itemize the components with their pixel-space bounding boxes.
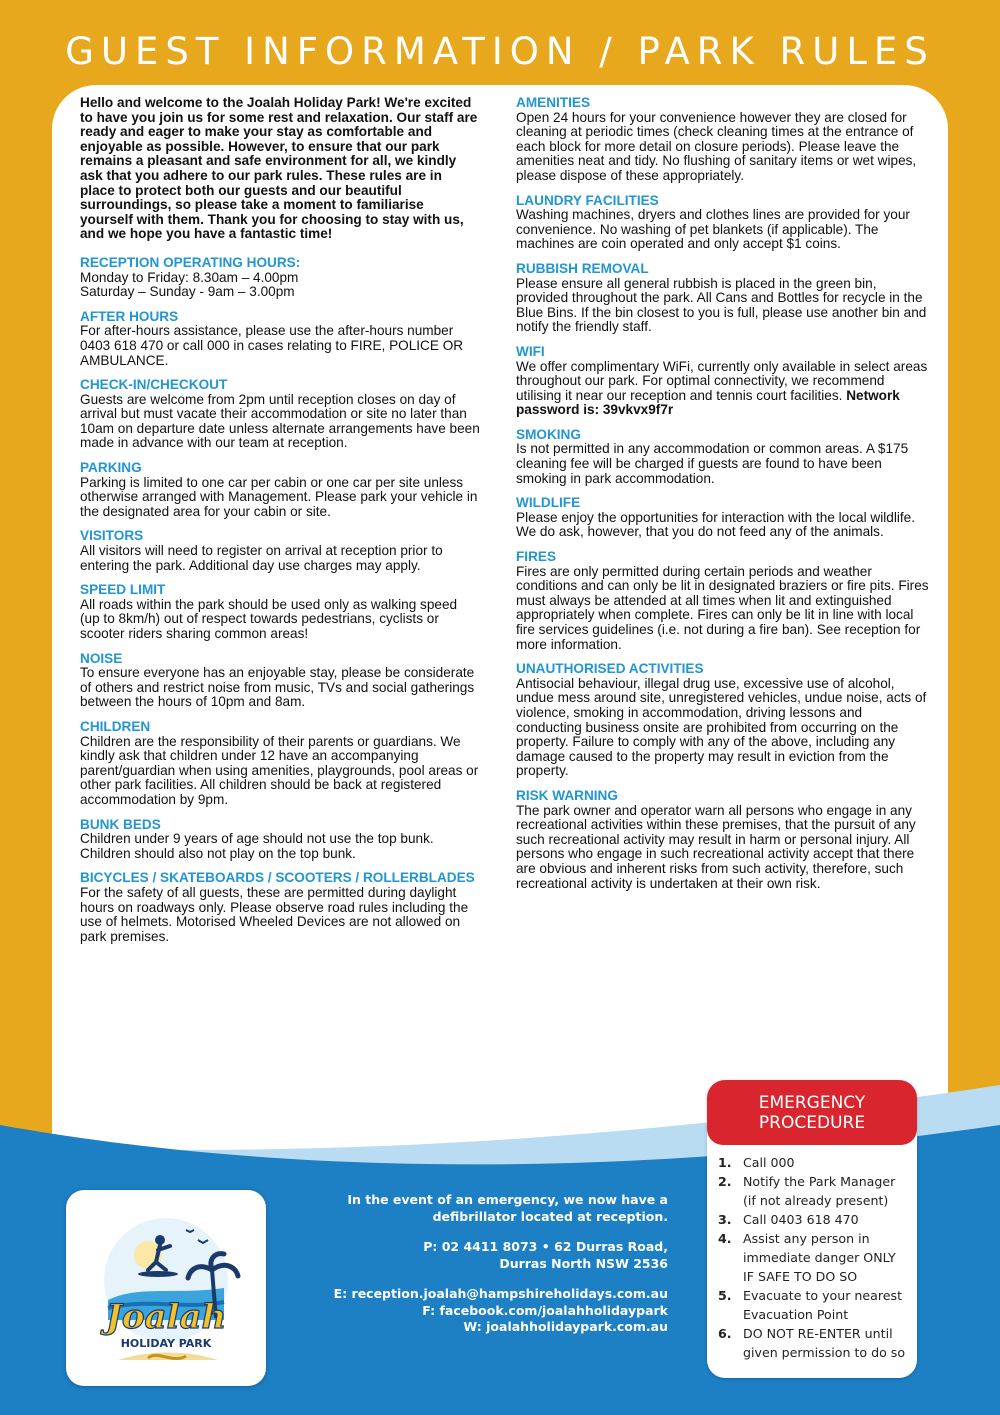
- emergency-title-text: EMERGENCY PROCEDURE: [758, 1092, 866, 1133]
- wifi-password: Network password is: 39vkvx9f7r: [516, 387, 900, 418]
- section-wildlife: [516, 496, 931, 540]
- list-item: [718, 1153, 909, 1172]
- right-column: [516, 96, 931, 901]
- wifi-text: We offer complimentary WiFi, currently only available in select areas throughout our park. For optimal connectivity, we recommend utilising it near our reception and tennis court facilities.: [516, 358, 928, 403]
- section-heading: UNAUTHORISED ACTIVITIES: [516, 661, 704, 677]
- section-heading: PARKING: [80, 460, 142, 476]
- section-body: Monday to Friday: 8.30am – 4.00pm Saturday – Sunday - 9am – 3.00pm: [80, 269, 299, 300]
- section-body: Is not permitted in any accommodation or common areas. A $175 cleaning fee will be charged if guests are found to have been smoking in park accommodation.: [516, 441, 909, 486]
- section-heading: RUBBISH REMOVAL: [516, 260, 649, 276]
- step-text: Notify the Park Manager (if not already present): [743, 1174, 896, 1208]
- section-heading: SPEED LIMIT: [80, 582, 166, 598]
- section-body: To ensure everyone has an enjoyable stay, please be considerate of others and restrict noise from music, TVs and social gatherings between the hours of 10pm and 8am.: [80, 665, 475, 710]
- contact-address-line2: Durras North NSW 2536: [499, 1255, 668, 1271]
- section-body: All roads within the park should be used only as walking speed (up to 8km/h) out of respect towards pedestrians, cyclists or scooter riders sharing common areas!: [80, 596, 458, 641]
- section-after-hours: [80, 310, 480, 368]
- list-item: [718, 1286, 909, 1324]
- step-text: Call 0403 618 470: [743, 1212, 859, 1227]
- welcome-intro: Hello and welcome to the Joalah Holiday Park! We're excited to have you join us for some rest and relaxation. Our staff are ready and eager to make your stay as comfortable and enjoyable as possible. However, to ensure that our park remains a pleasant and safe environment for all, we kindly ask that you adhere to our park rules. These rules are in place to protect both our guests and our beautiful surroundings, so please take a moment to familiarise yourself with them. Thank you for choosing to stay with us, and we hope you have a fantastic time!: [80, 95, 478, 242]
- step-number: 6.: [718, 1326, 732, 1341]
- emergency-steps: [707, 1153, 917, 1362]
- step-text: Assist any person in immediate danger ONLY IF SAFE TO DO SO: [743, 1231, 896, 1284]
- section-body: Children are the responsibility of their parents or guardians. We kindly ask that children under 12 have an accompanying parent/guardian when using amenities, playgrounds, pool areas or other park facilities. All children should be back at registered accommodation by 9pm.: [80, 733, 479, 807]
- section-heading: SMOKING: [516, 426, 581, 442]
- emergency-procedure-card: [707, 1080, 917, 1378]
- joalah-logo: [78, 1200, 254, 1376]
- section-children: [80, 720, 480, 808]
- step-text: Evacuate to your nearest Evacuation Point: [743, 1288, 903, 1322]
- section-parking: [80, 461, 480, 519]
- section-body: Parking is limited to one car per cabin or one car per site unless otherwise arranged with Management. Please park your vehicle in the designated area for your cabin or site.: [80, 474, 478, 519]
- contact-phone-address: P: 02 4411 8073 • 62 Durras Road,: [423, 1239, 668, 1254]
- logo-name: Joalah: [105, 1297, 227, 1337]
- section-visitors: [80, 529, 480, 573]
- section-heading: AMENITIES: [516, 95, 591, 110]
- section-heading: WIFI: [516, 343, 545, 359]
- section-heading: CHILDREN: [80, 718, 151, 734]
- list-item: [718, 1210, 909, 1229]
- section-laundry: [516, 194, 931, 252]
- section-noise: [80, 652, 480, 710]
- section-heading: NOISE: [80, 650, 123, 666]
- left-column: [80, 96, 480, 954]
- section-body: The park owner and operator warn all persons who engage in any recreational activities within these premises, that the pursuit of any such recreational activity may result in harm or personal injury. All persons who engage in such recreational activity accept that there are obvious and inherent risks from such activity, therefore, such recreational activity is undertaken at their own risk.: [516, 802, 916, 891]
- section-bicycles: [80, 871, 480, 944]
- section-unauthorised-activities: [516, 662, 931, 779]
- section-heading: AFTER HOURS: [80, 308, 179, 324]
- logo-sub: HOLIDAY PARK: [120, 1337, 212, 1350]
- contact-website[interactable]: W: joalahholidaypark.com.au: [463, 1319, 668, 1334]
- contact-facebook[interactable]: F: facebook.com/joalahholidaypark: [422, 1302, 668, 1318]
- section-body: Please enjoy the opportunities for interaction with the local wildlife. We do ask, however, that you do not feed any of the animals.: [516, 509, 915, 540]
- step-number: 5.: [718, 1288, 732, 1303]
- section-wifi: [516, 345, 931, 418]
- section-heading: FIRES: [516, 549, 557, 565]
- section-heading: CHECK-IN/CHECKOUT: [80, 377, 228, 393]
- section-heading: BUNK BEDS: [80, 816, 161, 832]
- step-text: DO NOT RE-ENTER until given permission to do so: [743, 1326, 906, 1360]
- list-item: [718, 1324, 909, 1362]
- step-text: Call 000: [743, 1155, 795, 1170]
- section-body: Washing machines, dryers and clothes lines are provided for your convenience. No washing of pet blankets (if applicable). The machines are coin operated and only accept $1 coins.: [516, 207, 910, 252]
- section-body: [516, 360, 931, 418]
- section-body: For after-hours assistance, please use the after-hours number 0403 618 470 or call 000 in cases relating to FIRE, POLICE OR AMBULANCE.: [80, 323, 464, 368]
- emergency-title: [707, 1080, 917, 1145]
- section-speed-limit: [80, 583, 480, 641]
- section-heading: LAUNDRY FACILITIES: [516, 192, 659, 208]
- page-title: GUEST INFORMATION / PARK RULES: [65, 30, 935, 73]
- contact-block: [300, 1192, 668, 1336]
- section-smoking: [516, 428, 931, 486]
- section-body: Open 24 hours for your convenience however they are closed for cleaning at periodic times (check cleaning times at the entrance of each block for more detail on closure periods). Please leave the amenities neat and tidy. No flushing of sanitary items or wet wipes, please dispose of these appropriately.: [516, 109, 917, 183]
- section-heading: VISITORS: [80, 528, 144, 544]
- section-heading: RECEPTION OPERATING HOURS:: [80, 254, 301, 270]
- section-fires: [516, 550, 931, 652]
- section-check-in-checkout: [80, 378, 480, 451]
- section-rubbish: [516, 262, 931, 335]
- section-amenities: [516, 96, 931, 184]
- contact-email[interactable]: E: reception.joalah@hampshireholidays.com.au: [333, 1286, 668, 1301]
- defibrillator-notice: In the event of an emergency, we now have a defibrillator located at reception.: [347, 1192, 668, 1224]
- logo-card: [66, 1190, 266, 1386]
- section-body: All visitors will need to register on arrival at reception prior to entering the park. Additional day use charges may apply.: [80, 543, 443, 573]
- section-body: Fires are only permitted during certain periods and weather conditions and can only be lit in designated braziers or fire pits. Fires must always be attended at all times when lit and extinguished appropriately when complete. Fires can only be lit in line with local fire services guidelines (i.e. not during a fire ban). See reception for more information.: [516, 563, 929, 652]
- step-number: 1.: [718, 1155, 732, 1170]
- list-item: [718, 1229, 909, 1286]
- section-heading: RISK WARNING: [516, 787, 618, 803]
- section-body: Please ensure all general rubbish is placed in the green bin, provided throughout the park. All Cans and Bottles for recycle in the Blue Bins. If the bin closest to you is full, please use another bin and notify the friendly staff.: [516, 275, 927, 335]
- section-bunk-beds: [80, 818, 480, 862]
- list-item: [718, 1172, 909, 1210]
- section-body: For the safety of all guests, these are permitted during daylight hours on roadways only. Please observe road rules including the use of helmets. Motorised Wheeled Devices are not allowed on park premises.: [80, 884, 469, 944]
- section-heading: BICYCLES / SKATEBOARDS / SCOOTERS / ROLLERBLADES: [80, 870, 475, 886]
- step-number: 3.: [718, 1212, 732, 1227]
- section-risk-warning: [516, 789, 931, 891]
- section-heading: WILDLIFE: [516, 495, 581, 511]
- section-body: Children under 9 years of age should not use the top bunk. Children should also not play on the top bunk.: [80, 831, 434, 861]
- section-body: Antisocial behaviour, illegal drug use, excessive use of alcohol, undue mess around site, unregistered vehicles, undue noise, acts of violence, smoking in accommodation, driving lessons and conducting business onsite are prohibited from occurring on the property. Failure to comply with any of the above, including any damage caused to the property may result in eviction from the property.: [516, 675, 927, 779]
- section-body: Guests are welcome from 2pm until reception closes on day of arrival but must vacate their accommodation or site no later than 10am on departure date unless alternate arrangements have been made in advance with our team at reception.: [80, 391, 480, 451]
- section-reception-hours: [80, 256, 480, 300]
- step-number: 2.: [718, 1174, 732, 1189]
- surfboard-icon: [138, 1271, 178, 1277]
- step-number: 4.: [718, 1231, 732, 1246]
